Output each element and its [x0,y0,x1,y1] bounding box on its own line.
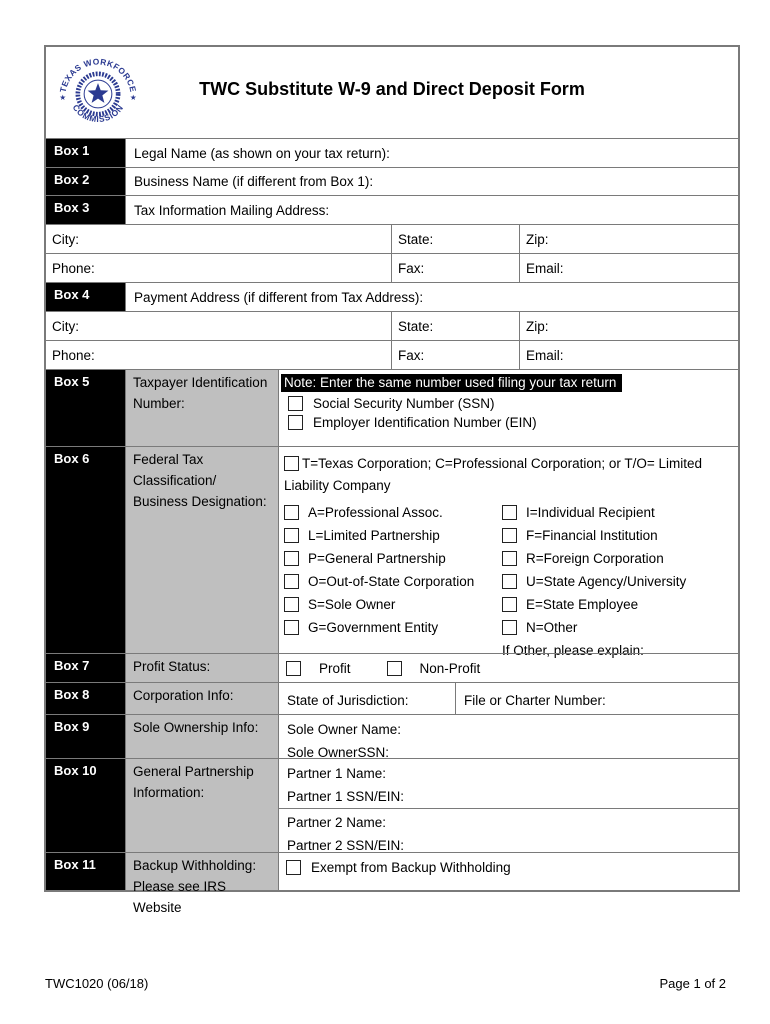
box3-tag: Box 3 [46,196,126,224]
payment-fax-field[interactable] [392,341,520,369]
city-label: City: [52,318,79,334]
payment-city-field[interactable] [46,312,392,340]
box11-title-line1: Backup Withholding: [133,858,257,873]
box10-content [279,759,738,852]
non-profit-checkbox[interactable] [387,661,402,676]
box11-row [46,852,738,915]
partner1-name-label: Partner 1 Name: [287,766,387,781]
form-table [44,45,740,915]
form-title: TWC Substitute W-9 and Direct Deposit Form [199,79,585,99]
partner2-ssn-label: Partner 2 SSN/EIN: [287,838,405,853]
box9-tag: Box 9 [46,715,126,758]
partner1-ssn-label: Partner 1 SSN/EIN: [287,789,405,804]
classification-r-label: R=Foreign Corporation [526,551,664,566]
classification-o-checkbox[interactable] [284,574,299,589]
classification-a-checkbox[interactable] [284,505,299,520]
box5-title-line1: Taxpayer Identification [133,375,268,390]
right-star-icon: ★ [129,92,137,102]
svg-text:COMMISSION [71,103,126,125]
box6-content [279,447,738,658]
classification-f-label: F=Financial Institution [526,528,658,543]
backup-withholding-exempt-checkbox[interactable] [286,860,301,875]
payment-city-row [46,311,738,340]
form-number: TWC1020 (06/18) [45,976,149,991]
box10-title [126,759,279,852]
box3-row [46,195,738,224]
box8-title: Corporation Info: [126,683,279,714]
state-of-jurisdiction-field[interactable] [279,683,456,714]
sole-owner-name-field[interactable] [287,718,738,741]
tax-city-row [46,224,738,253]
tax-phone-row [46,253,738,282]
file-charter-number-label: File or Charter Number: [464,692,606,708]
other-explain-label: If Other, please explain: [502,643,644,658]
classification-g-checkbox[interactable] [284,620,299,635]
tin-note: Note: Enter the same number used filing your tax return [281,374,622,392]
state-of-jurisdiction-label: State of Jurisdiction: [287,692,409,708]
partner2-name-label: Partner 2 Name: [287,815,387,830]
partner2-name-field[interactable] [287,811,738,834]
box6-title [126,447,279,653]
box6-row [46,446,738,658]
box6-tag: Box 6 [46,447,126,653]
classification-p-checkbox[interactable] [284,551,299,566]
box8-row [46,682,738,714]
box10-title-line2: Information: [133,785,205,800]
classification-o-label: O=Out-of-State Corporation [308,574,475,589]
profit-label: Profit [319,660,351,676]
box9-content [279,715,738,758]
partner1-name-field[interactable] [287,762,738,785]
box2-tag: Box 2 [46,168,126,195]
box5-row [46,369,738,446]
box11-title [126,853,279,915]
backup-withholding-exempt-label: Exempt from Backup Withholding [311,860,511,875]
tax-fax-field[interactable] [392,254,520,282]
box5-title-line2: Number: [133,396,185,411]
legal-name-label: Legal Name (as shown on your tax return): [134,145,390,161]
box7-row [46,653,738,682]
classification-t-label: T=Texas Corporation; C=Professional Corporation; or T/O= Limited Liability Company [284,456,703,493]
classification-e-label: E=State Employee [526,597,639,612]
classification-g-label: G=Government Entity [308,620,439,635]
classification-u-label: U=State Agency/University [526,574,687,589]
box6-title-line3: Business Designation: [133,494,267,509]
classification-u-checkbox[interactable] [502,574,517,589]
payment-zip-field[interactable] [520,312,738,340]
email-label: Email: [526,347,564,363]
phone-label: Phone: [52,260,95,276]
fax-label: Fax: [398,347,425,363]
tax-email-field[interactable] [520,254,738,282]
box9-title: Sole Ownership Info: [126,715,279,758]
classification-i-checkbox[interactable] [502,505,517,520]
classification-l-checkbox[interactable] [284,528,299,543]
ein-label: Employer Identification Number (EIN) [313,415,537,430]
partner1-group [279,759,738,809]
classification-i-label: I=Individual Recipient [526,505,655,520]
logo-arc-top-text: TEXAS WORKFORCE [57,56,139,94]
profit-checkbox[interactable] [286,661,301,676]
file-charter-number-field[interactable] [456,683,738,714]
classification-e-checkbox[interactable] [502,597,517,612]
box11-tag: Box 11 [46,853,126,890]
box2-row [46,167,738,195]
box11-title-line2: Please see IRS Website [133,879,227,915]
tax-city-field[interactable] [46,225,392,253]
box1-tag: Box 1 [46,139,126,167]
classification-grid [284,501,730,662]
email-label: Email: [526,260,564,276]
tax-phone-field[interactable] [46,254,392,282]
zip-label: Zip: [526,318,549,334]
box7-title: Profit Status: [126,654,279,682]
payment-state-field[interactable] [392,312,520,340]
non-profit-label: Non-Profit [419,660,481,676]
box8-tag: Box 8 [46,683,126,714]
fax-label: Fax: [398,260,425,276]
sole-owner-ssn-label: Sole OwnerSSN: [287,745,390,760]
tax-state-field[interactable] [392,225,520,253]
classification-s-checkbox[interactable] [284,597,299,612]
zip-label: Zip: [526,231,549,247]
business-name-label: Business Name (if different from Box 1): [134,174,374,189]
box10-row [46,758,738,852]
payment-phone-row [46,340,738,369]
box7-content [279,654,738,682]
phone-label: Phone: [52,347,95,363]
payment-phone-field[interactable] [46,341,392,369]
box11-content [279,853,738,890]
classification-l-label: L=Limited Partnership [308,528,440,543]
box6-title-line2: Classification/ [133,473,217,488]
sole-owner-name-label: Sole Owner Name: [287,722,402,737]
classification-a-label: A=Professional Assoc. [308,505,443,520]
legal-name-field[interactable] [126,139,738,167]
classification-t-option [284,453,730,497]
box5-title [126,370,279,446]
classification-f-checkbox[interactable] [502,528,517,543]
box10-title-line1: General Partnership [133,764,254,779]
page-number: Page 1 of 2 [659,976,726,991]
payment-address-field[interactable] [126,283,738,311]
state-label: State: [398,231,434,247]
box5-tag: Box 5 [46,370,126,446]
box1-row [46,138,738,167]
ssn-checkbox[interactable] [288,396,303,411]
left-star-icon: ★ [59,92,67,102]
partner2-group [279,809,738,857]
ssn-label: Social Security Number (SSN) [313,396,495,411]
state-label: State: [398,318,434,334]
box4-tag: Box 4 [46,283,126,311]
box6-title-line1: Federal Tax [133,452,204,467]
payment-email-field[interactable] [520,341,738,369]
classification-t-checkbox[interactable] [284,456,299,471]
classification-s-label: S=Sole Owner [308,597,396,612]
logo-arc-bottom-text: COMMISSION [70,102,126,125]
box7-tag: Box 7 [46,654,126,682]
tax-mailing-address-field[interactable] [126,196,738,224]
box10-tag: Box 10 [46,759,126,852]
city-label: City: [52,231,79,247]
partner1-ssn-field[interactable] [287,785,738,808]
payment-address-label: Payment Address (if different from Tax Address): [134,289,424,305]
ein-checkbox[interactable] [288,415,303,430]
tax-zip-field[interactable] [520,225,738,253]
classification-n-checkbox[interactable] [502,620,517,635]
classification-n-label: N=Other [526,620,578,635]
box9-row [46,714,738,758]
classification-p-label: P=General Partnership [308,551,446,566]
classification-r-checkbox[interactable] [502,551,517,566]
box5-content [279,370,738,446]
header-row [46,47,738,138]
business-name-field[interactable] [126,168,738,195]
tax-mailing-address-label: Tax Information Mailing Address: [134,202,330,218]
box4-row [46,282,738,311]
